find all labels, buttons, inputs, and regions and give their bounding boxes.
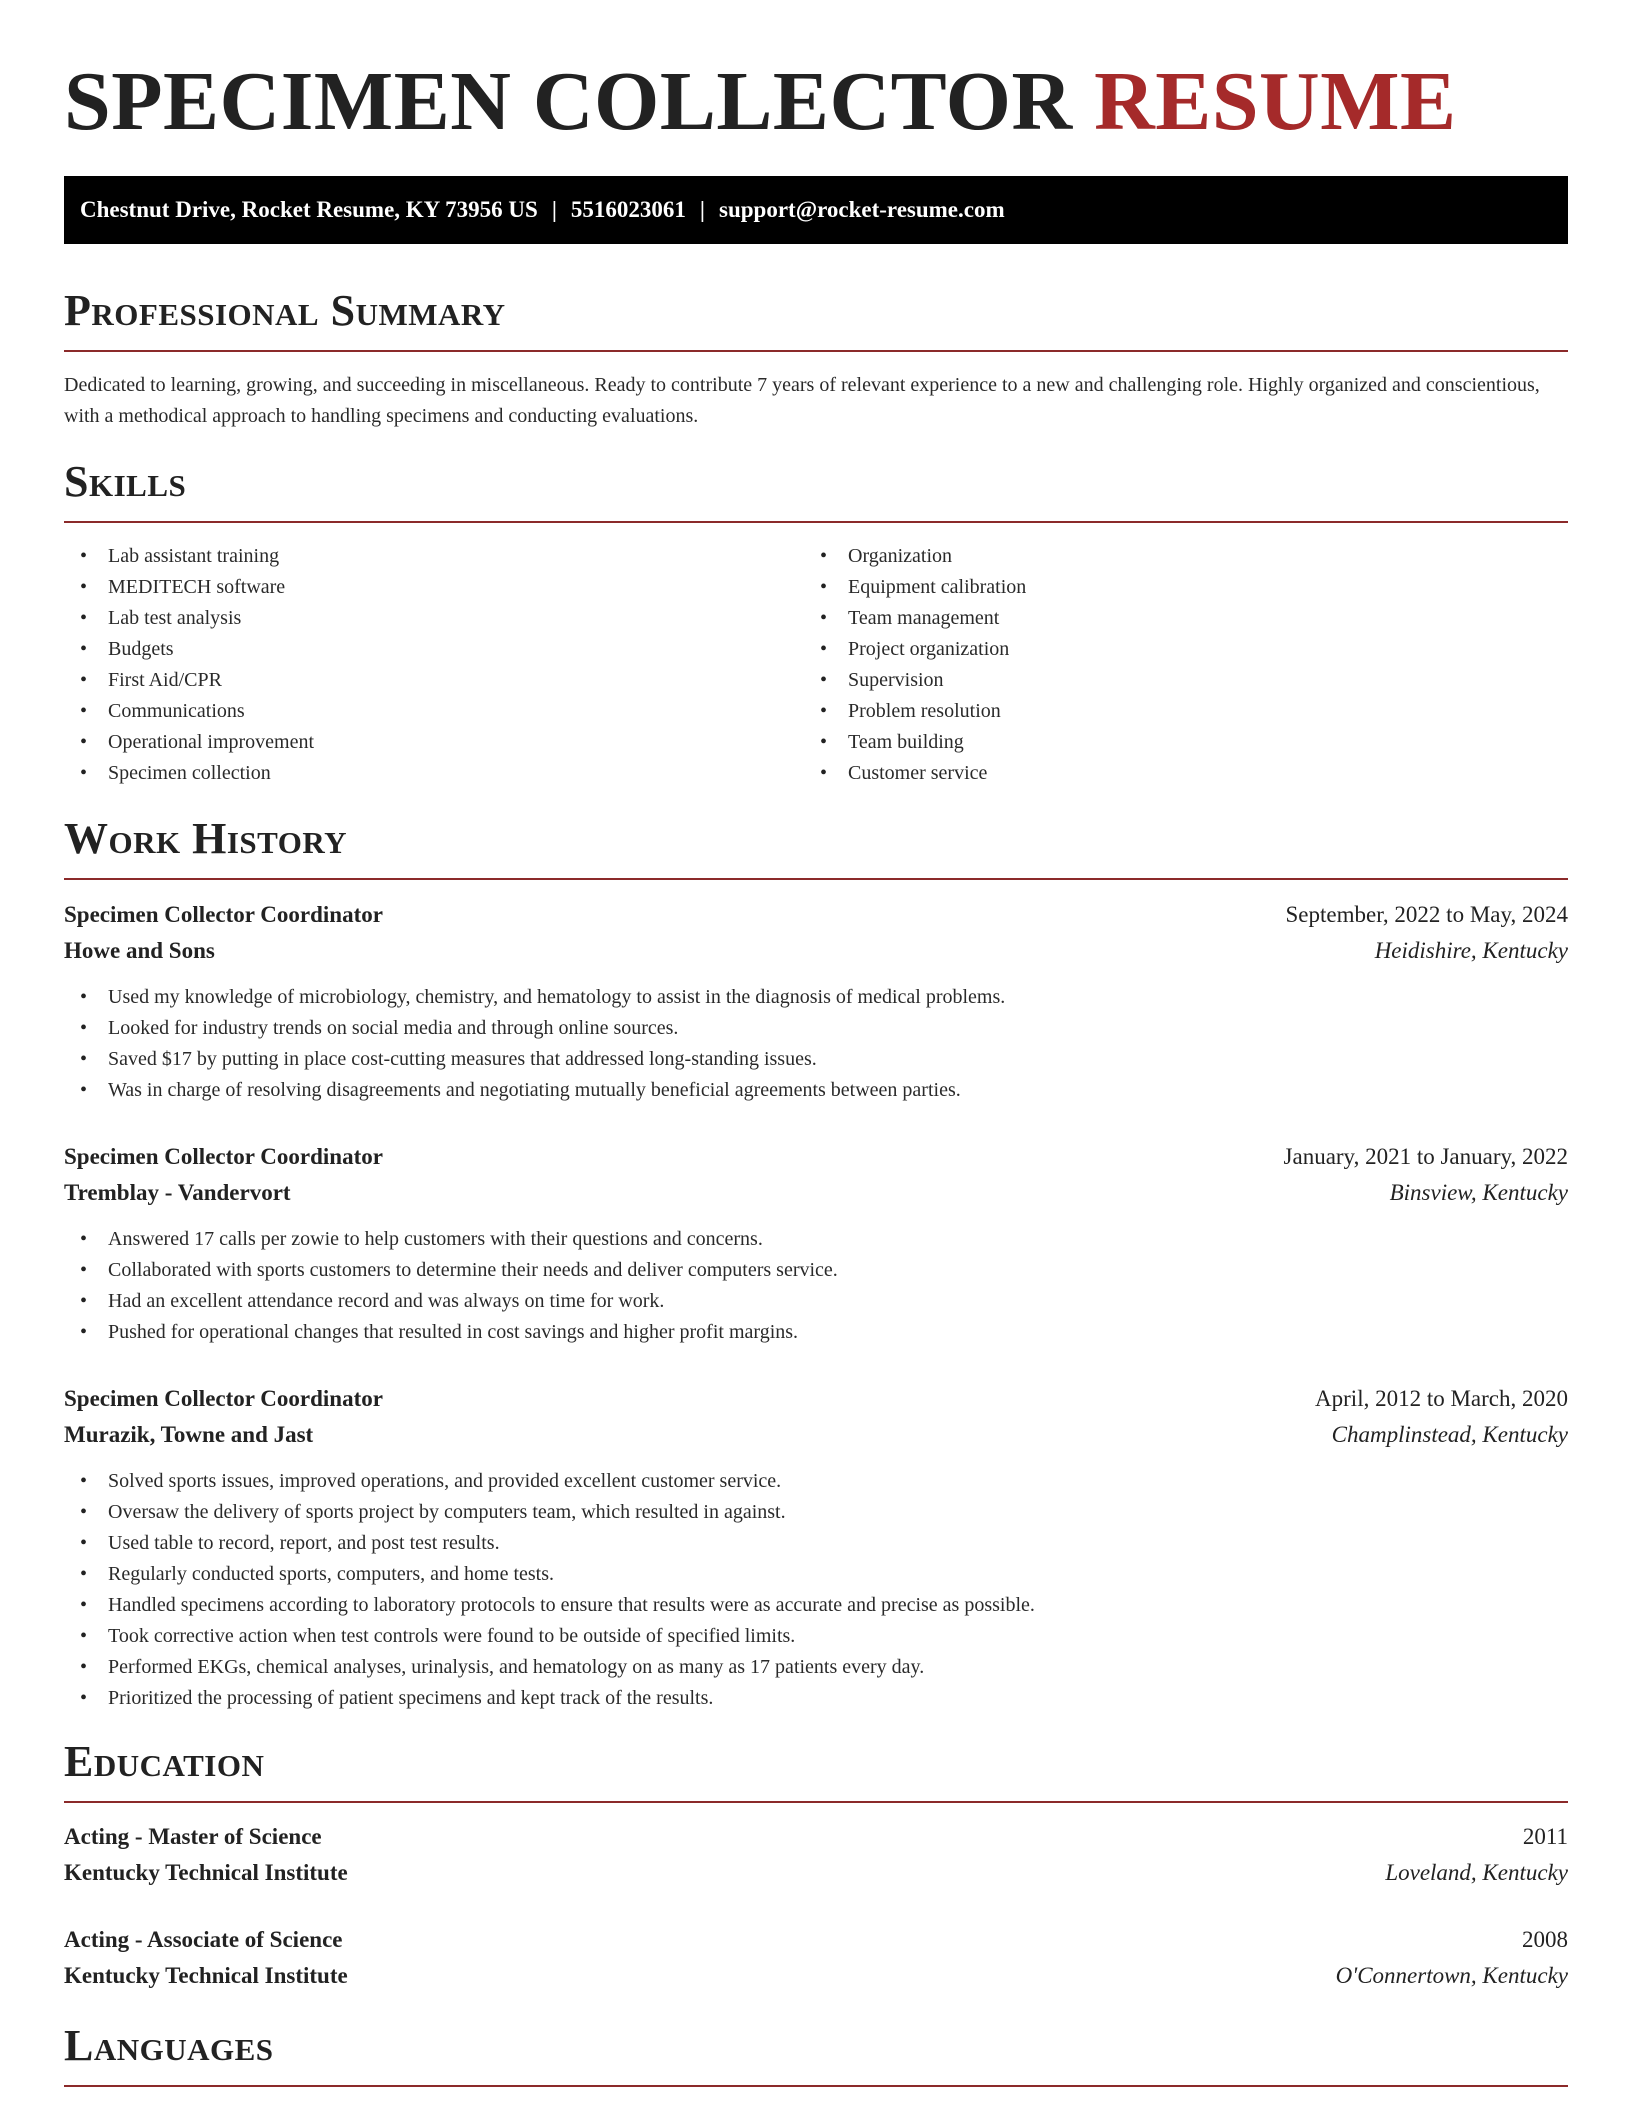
resume-title	[64, 0, 1568, 176]
job-dates: September, 2022 to May, 2024	[1285, 902, 1568, 927]
job-header-row	[64, 1381, 1568, 1417]
education-school: Kentucky Technical Institute	[64, 1963, 348, 1988]
job-company-row	[64, 1175, 1568, 1211]
skill-item: • Budgets	[64, 634, 804, 665]
education-entry	[64, 1819, 1568, 1891]
education-degree: Acting - Associate of Science	[64, 1927, 343, 1952]
job-duty: • Saved $17 by putting in place cost-cutting measures that addressed long-standing issues.	[64, 1044, 1568, 1075]
skill-item: • Project organization	[804, 634, 1544, 665]
job-entry	[64, 1139, 1568, 1348]
skills-list-left	[64, 541, 804, 789]
contact-separator: |	[551, 197, 557, 222]
section-divider	[64, 878, 1568, 880]
job-dates: January, 2021 to January, 2022	[1283, 1144, 1568, 1169]
education-header-row	[64, 1819, 1568, 1855]
education-entry	[64, 1922, 1568, 1994]
section-heading-work: Work History	[64, 814, 348, 863]
section-heading-education: Education	[64, 1737, 265, 1786]
skill-item: • First Aid/CPR	[64, 665, 804, 696]
education-year: 2008	[1522, 1927, 1568, 1952]
skill-item: • Supervision	[804, 665, 1544, 696]
skill-item: • Team management	[804, 603, 1544, 634]
summary-section	[64, 286, 1568, 432]
resume-page	[64, 0, 1568, 2070]
job-duty: • Solved sports issues, improved operations, and provided excellent customer service.	[64, 1466, 1568, 1497]
job-title: Specimen Collector Coordinator	[64, 1144, 383, 1169]
job-company: Murazik, Towne and Jast	[64, 1422, 314, 1447]
education-school-row	[64, 1855, 1568, 1891]
job-duty: • Answered 17 calls per zowie to help customers with their questions and concerns.	[64, 1224, 1568, 1255]
job-duty: • Oversaw the delivery of sports project by computers team, which resulted in against.	[64, 1497, 1568, 1528]
skill-item: • Operational improvement	[64, 727, 804, 758]
contact-address: Chestnut Drive, Rocket Resume, KY 73956 US	[80, 197, 538, 222]
languages-section	[64, 2021, 1568, 2087]
work-history-section	[64, 814, 1568, 880]
job-duty: • Used my knowledge of microbiology, chemistry, and hematology to assist in the diagnosis of medical problems.	[64, 982, 1568, 1013]
section-divider	[64, 2085, 1568, 2087]
skills-list-right	[804, 541, 1544, 789]
job-entry	[64, 897, 1568, 1106]
job-duty: • Looked for industry trends on social media and through online sources.	[64, 1013, 1568, 1044]
job-duty: • Performed EKGs, chemical analyses, urinalysis, and hematology on as many as 17 patients every day.	[64, 1652, 1568, 1683]
job-duty: • Was in charge of resolving disagreements and negotiating mutually beneficial agreements between parties.	[64, 1075, 1568, 1106]
contact-phone: 5516023061	[570, 197, 686, 222]
section-heading-summary: Professional Summary	[64, 286, 506, 335]
contact-separator: |	[699, 197, 705, 222]
education-school-row	[64, 1958, 1568, 1994]
education-degree: Acting - Master of Science	[64, 1824, 322, 1849]
skill-item: • Equipment calibration	[804, 572, 1544, 603]
education-header-row	[64, 1922, 1568, 1958]
skill-item: • Lab assistant training	[64, 541, 804, 572]
job-company-row	[64, 933, 1568, 969]
job-duty: • Prioritized the processing of patient specimens and kept track of the results.	[64, 1683, 1568, 1714]
job-company: Tremblay - Vandervort	[64, 1180, 291, 1205]
job-duty: • Used table to record, report, and post test results.	[64, 1528, 1568, 1559]
skill-item: • Customer service	[804, 758, 1544, 789]
skills-section	[64, 457, 1568, 789]
skills-columns	[64, 541, 1568, 789]
education-year: 2011	[1522, 1824, 1568, 1849]
job-location: Champlinstead, Kentucky	[1331, 1422, 1568, 1447]
job-duty: • Collaborated with sports customers to determine their needs and deliver computers service.	[64, 1255, 1568, 1286]
job-duty: • Took corrective action when test controls were found to be outside of specified limits.	[64, 1621, 1568, 1652]
summary-text: Dedicated to learning, growing, and succeeding in miscellaneous. Ready to contribute 7 years of relevant experience to a new and challenging role. Highly organized and conscientious, with a methodical approach to handling specimens and conducting evaluations.	[64, 374, 1540, 427]
job-title: Specimen Collector Coordinator	[64, 902, 383, 927]
job-header-row	[64, 1139, 1568, 1175]
section-divider	[64, 521, 1568, 523]
section-divider	[64, 1801, 1568, 1803]
job-entry	[64, 1381, 1568, 1714]
job-duties	[64, 1224, 1568, 1348]
job-duty: • Handled specimens according to laboratory protocols to ensure that results were as accurate and precise as possible.	[64, 1590, 1568, 1621]
contact-bar	[64, 176, 1568, 244]
job-dates: April, 2012 to March, 2020	[1315, 1386, 1568, 1411]
education-school: Kentucky Technical Institute	[64, 1860, 348, 1885]
skill-item: • Lab test analysis	[64, 603, 804, 634]
job-duty: • Pushed for operational changes that resulted in cost savings and higher profit margins.	[64, 1317, 1568, 1348]
title-accent: RESUME	[1094, 55, 1457, 148]
skill-item: • Organization	[804, 541, 1544, 572]
skill-item: • Specimen collection	[64, 758, 804, 789]
skill-item: • Problem resolution	[804, 696, 1544, 727]
section-heading-languages: Languages	[64, 2021, 274, 2070]
education-location: O'Connertown, Kentucky	[1335, 1963, 1568, 1988]
job-company-row	[64, 1417, 1568, 1453]
job-company: Howe and Sons	[64, 938, 215, 963]
job-header-row	[64, 897, 1568, 933]
job-duty: • Regularly conducted sports, computers, and home tests.	[64, 1559, 1568, 1590]
contact-email: support@rocket-resume.com	[719, 197, 1005, 222]
job-duties	[64, 1466, 1568, 1714]
skill-item: • MEDITECH software	[64, 572, 804, 603]
job-title: Specimen Collector Coordinator	[64, 1386, 383, 1411]
education-location: Loveland, Kentucky	[1385, 1860, 1568, 1885]
job-location: Heidishire, Kentucky	[1374, 938, 1568, 963]
section-heading-skills: Skills	[64, 457, 187, 506]
title-name: SPECIMEN COLLECTOR	[64, 55, 1073, 148]
section-divider	[64, 350, 1568, 352]
job-location: Binsview, Kentucky	[1389, 1180, 1568, 1205]
job-duty: • Had an excellent attendance record and was always on time for work.	[64, 1286, 1568, 1317]
skill-item: • Team building	[804, 727, 1544, 758]
skill-item: • Communications	[64, 696, 804, 727]
education-section	[64, 1737, 1568, 1803]
job-duties	[64, 982, 1568, 1106]
